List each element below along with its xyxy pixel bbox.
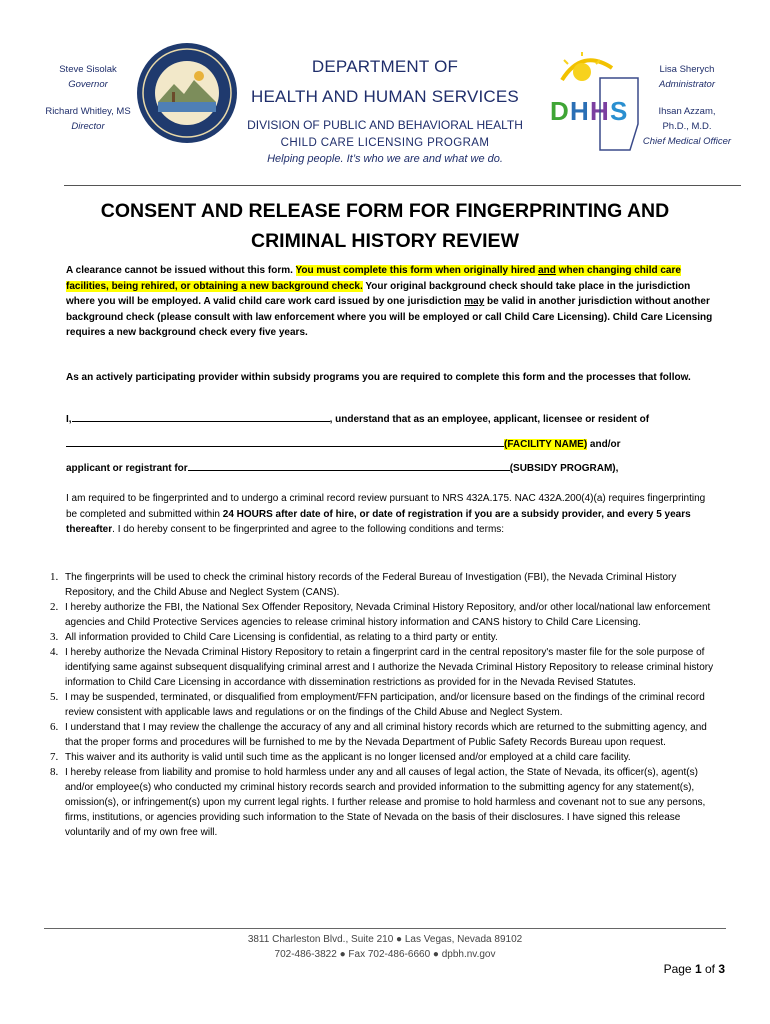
list-item: 3. All information provided to Child Care Licensing is confidential, as relating to a third party or entity. [50,631,498,643]
svg-text:H: H [570,96,589,126]
understand-text: , understand that as an employee, applicant, licensee or resident of [329,414,650,425]
consent-paragraph [66,491,716,538]
subsidy-intro: As an actively participating provider within subsidy programs you are required to complete this form and the processes that follow. [66,372,691,383]
intro-may: may [464,296,485,307]
intro-d: when changing child care facilities, being rehired, or obtaining a new background check. [66,265,681,292]
governor-name: Steve Sisolak [59,64,117,75]
nevada-state-seal-icon [134,40,240,146]
consent-a: I am required to be fingerprinted and to undergo a criminal record review pursuant to NRS 432A.175. NAC 432A.200(4)(a) requires fingerprinting be completed and submitted within [66,493,706,520]
applicant-name-field[interactable] [72,411,330,422]
intro-paragraph [66,263,716,341]
subsidy-program-field[interactable] [188,460,510,471]
tagline: Helping people. It’s who we are and what we do. [267,153,503,165]
department-line2: HEALTH AND HUMAN SERVICES [251,87,519,106]
svg-text:H: H [590,96,609,126]
cmo-title: Chief Medical Officer [642,136,732,147]
program-name: CHILD CARE LICENSING PROGRAM [280,137,490,149]
page-number: Page 1 of 3 [663,962,725,976]
and-or-text: and/or [587,439,621,450]
form-title-line1: CONSENT AND RELEASE FORM FOR FINGERPRINTING AND [100,200,670,222]
cmo-name-line2: Ph.D., M.D. [662,121,712,132]
facility-name-field[interactable] [66,436,504,447]
intro-a: A clearance cannot be issued without this form. [66,265,296,276]
right-officials [632,62,742,149]
list-item: 5. I may be suspended, terminated, or disqualified from employment/FFN participation, and/or licensure based on the findings of the criminal record review consistent with applicable laws and regulations or on the findings of the Child Abuse and Neglect System. [50,691,705,718]
subsidy-program-label: (SUBSIDY PROGRAM), [509,463,619,474]
intro-e: Your original background check should take place in the jurisdiction where you will be employed. A valid child care work card issued by one jurisdiction [66,280,691,307]
applicant-label: applicant or registrant for [66,463,188,474]
form-title-line2: CRIMINAL HISTORY REVIEW [251,230,519,252]
footer-address [0,932,770,962]
header-divider [64,185,741,186]
consent-b: 24 HOURS after date of hire, or date of registration if you are a subsidy provider, and every 5 years thereafter [66,508,691,535]
letterhead [0,40,770,190]
facility-name-label: (FACILITY NAME) [504,439,588,450]
cmo-name-line1: Ihsan Azzam, [658,106,716,117]
intro-and: and [538,265,556,276]
director-name: Richard Whitley, MS [45,106,131,117]
name-fill-line [66,411,726,427]
list-item: 2. I hereby authorize the FBI, the National Sex Offender Repository, Nevada Criminal History Repository, and/or other local/national law enforcement agencies and Child Protective Services agencies to release criminal history information and CANS history to Child Care Licensing. [50,601,711,628]
footer-line1: 3811 Charleston Blvd., Suite 210 ● Las Vegas, Nevada 89102 [247,934,523,945]
svg-text:D: D [550,96,569,126]
footer-divider [44,928,726,929]
division-name: DIVISION OF PUBLIC AND BEHAVIORAL HEALTH [247,118,523,132]
department-block [240,52,530,167]
dhhs-logo-icon [542,50,642,170]
consent-c: . I do hereby consent to be fingerprinted and agree to the following conditions and terms: [112,524,505,535]
governor-title: Governor [68,79,108,90]
administrator-title: Administrator [659,79,715,90]
list-item: 7. This waiver and its authority is valid until such time as the applicant is no longer licensed and/or employed at a child care facility. [50,751,631,763]
intro-g: be valid in another jurisdiction without another background check (please consult with law enforcement where you will be employed or call Child Care Licensing). Child Care Licensing requires a new background check every five years. [66,296,713,338]
intro-b: You must complete this form when originally hired [295,265,539,276]
list-item: 1. The fingerprints will be used to check the criminal history records of the Federal Bureau of Investigation (FBI), the Nevada Criminal History Repository, and the Child Abuse and Neglect System (CANS). [50,571,677,598]
i-label: I, [66,414,72,425]
list-item: 4. I hereby authorize the Nevada Criminal History Repository to retain a fingerprint card in the central repository's master file for the sole purpose of identifying same against subsequent disqualifying criminal arrest and I authorize the Nevada Criminal History Repository to release criminal history information to Child Care Licensing in accordance with dissemination restrictions as provided for in the Nevada Revised Statutes. [50,646,714,688]
list-item: 8. I hereby release from liability and promise to hold harmless under any and all causes of legal action, the State of Nevada, its officer(s), agent(s) and/or employee(s) who conducted my criminal history records search and provided information to the submitting agency for any statement(s), omission(s), or infringement(s) upon my current legal rights. I further release and promise to hold harmless and covenant not to sue any persons, firms, institutions, or agencies providing such information to the State of Nevada on the basis of their disclosures. I have signed this release voluntarily and of my own free will. [50,766,706,838]
form-title [40,196,730,256]
svg-text:S: S [610,96,628,126]
administrator-name: Lisa Sherych [659,64,715,75]
terms-list [50,570,715,840]
footer-line2: 702-486-3822 ● Fax 702-486-6660 ● dpbh.nv.gov [274,949,496,960]
subsidy-fill-line [66,460,726,476]
facility-fill-line [66,436,726,452]
department-line1: DEPARTMENT OF [311,57,459,76]
left-officials [38,62,138,134]
director-title: Director [71,121,105,132]
list-item: 6. I understand that I may review the challenge the accuracy of any and all criminal history records which are returned to the submitting agency, and that the proper forms and procedures will be furnished to me by the Nevada Department of Public Safety Records Bureau upon request. [50,721,707,748]
